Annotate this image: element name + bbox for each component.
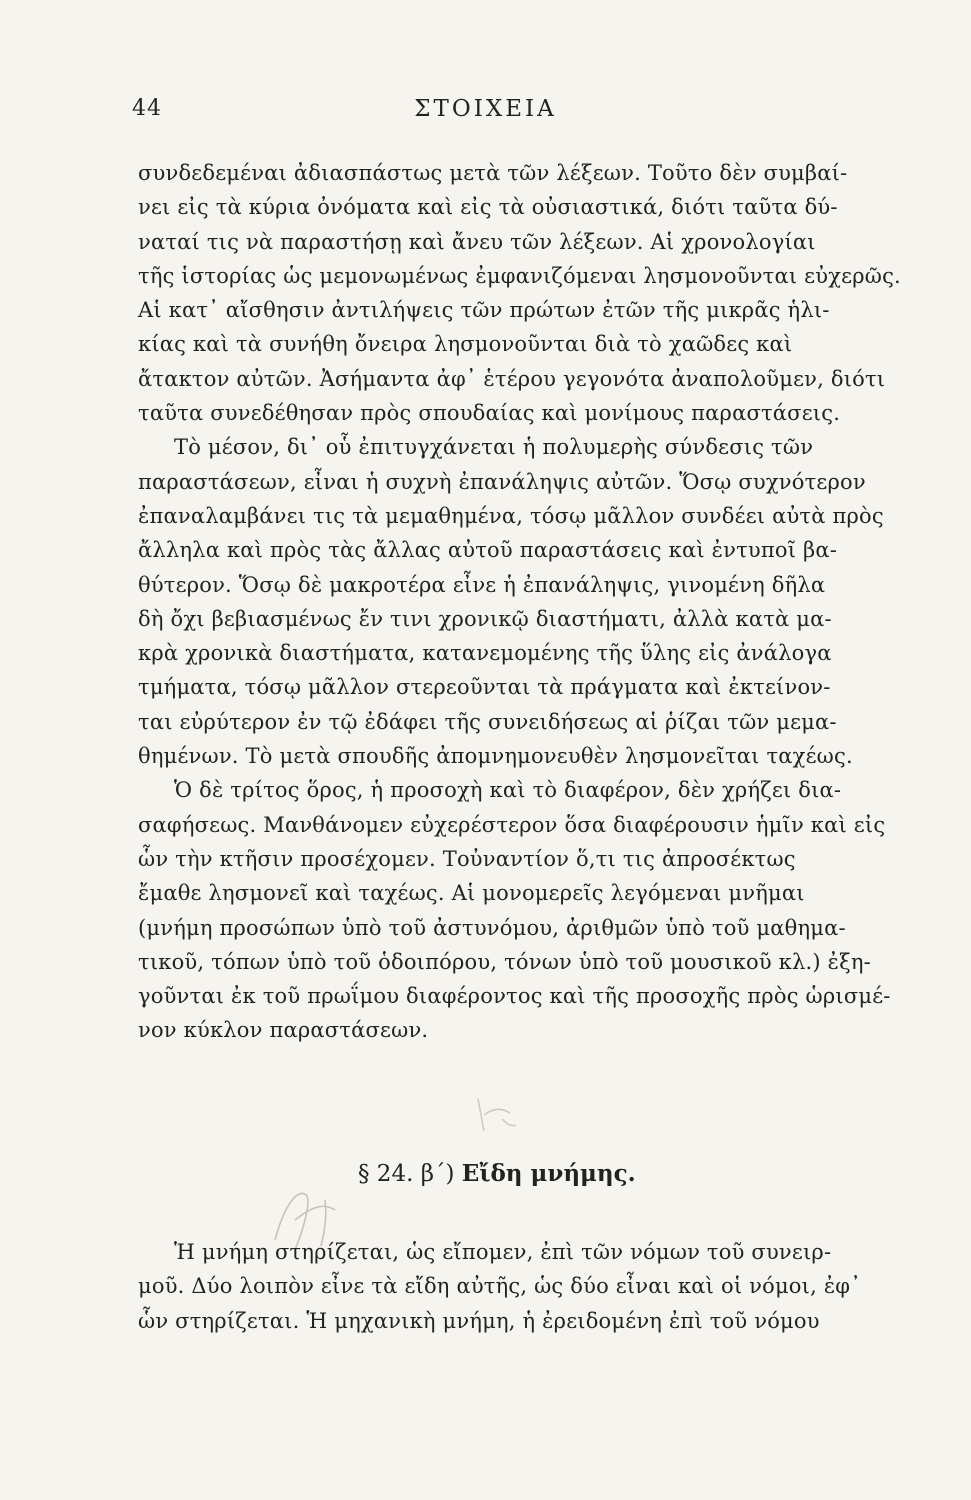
text-line: (μνήμη προσώπων ὑπὸ τοῦ ἀστυνόμου, ἀριθμῶν ὑπὸ τοῦ μαθημα- <box>138 915 846 940</box>
text-line: τμήματα, τόσῳ μᾶλλον στερεοῦνται τὰ πράγματα καὶ ἐκτείνον- <box>138 675 831 700</box>
text-line: ἔμαθε λησμονεῖ καὶ ταχέως. Αἱ μονομερεῖς λεγόμεναι μνῆμαι <box>138 881 805 906</box>
paragraph-block <box>138 156 913 1048</box>
text-line: θημένων. Τὸ μετὰ σπουδῆς ἀπομνημονευθὲν λησμονεῖται ταχέως. <box>138 744 853 769</box>
text-line: ἄτακτον αὐτῶν. Ἀσήμαντα ἀφ᾽ ἑτέρου γεγονότα ἀναπολοῦμεν, διότι <box>138 366 886 391</box>
text-line: θύτερον. Ὅσῳ δὲ μακροτέρα εἶνε ἡ ἐπανάληψις, γινομένη δῆλα <box>138 572 826 597</box>
text-line: δὴ ὄχι βεβιασμένως ἔν τινι χρονικῷ διαστήματι, ἀλλὰ κατὰ μα- <box>138 606 832 631</box>
text-line: Τὸ μέσον, δι᾽ οὗ ἐπιτυγχάνεται ἡ πολυμερὴς σύνδεσις τῶν <box>174 435 814 460</box>
text-line: κίας καὶ τὰ συνήθη ὄνειρα λησμονοῦνται διὰ τὸ χαῶδες καὶ <box>138 332 793 357</box>
running-title: ΣΤΟΙΧΕΙΑ <box>414 96 557 122</box>
text-line: ἐπαναλαμβάνει τις τὰ μεμαθημένα, τόσῳ μᾶλλον συνδέει αὐτὰ πρὸς <box>138 503 884 528</box>
text-line: ται εὐρύτερον ἐν τῷ ἐδάφει τῆς συνειδήσεως αἱ ῥίζαι τῶν μεμα- <box>138 709 837 734</box>
text-line: μοῦ. Δύο λοιπὸν εἶνε τὰ εἴδη αὐτῆς, ὡς δύο εἶναι καὶ οἱ νόμοι, ἐφ᾽ <box>138 1274 861 1299</box>
section-heading <box>358 1160 636 1187</box>
text-line: νον κύκλον παραστάσεων. <box>138 1018 429 1043</box>
text-line: τικοῦ, τόπων ὑπὸ τοῦ ὁδοιπόρου, τόνων ὑπὸ τοῦ μουσικοῦ κλ.) ἐξη- <box>138 949 871 974</box>
text-line: Ἡ μνήμη στηρίζεται, ὡς εἴπομεν, ἐπὶ τῶν νόμων τοῦ συνειρ- <box>174 1240 832 1264</box>
page-number: 44 <box>132 96 162 121</box>
text-line: ὧν τὴν κτῆσιν προσέχομεν. Τοὐναντίον ὅ,τι τις ἀπροσέκτως <box>138 846 796 871</box>
text-line: γοῦνται ἐκ τοῦ πρωΐμου διαφέροντος καὶ τῆς προσοχῆς πρὸς ὡρισμέ- <box>138 984 891 1009</box>
text-line: Ὁ δὲ τρίτος ὅρος, ἡ προσοχὴ καὶ τὸ διαφέρον, δὲν χρήζει δια- <box>174 778 842 803</box>
text-line: Αἱ κατ᾽ αἴσθησιν ἀντιλήψεις τῶν πρώτων ἐτῶν τῆς μικρᾶς ἡλι- <box>138 298 830 323</box>
pencil-annotation-icon <box>470 1095 520 1135</box>
text-line: τῆς ἱστορίας ὡς μεμονωμένως ἐμφανιζόμεναι λησμονοῦνται εὐχερῶς. <box>138 263 901 288</box>
text-line: κρὰ χρονικὰ διαστήματα, κατανεμομένης τῆς ὕλης εἰς ἀνάλογα <box>138 641 832 666</box>
text-line: ναταί τις νὰ παραστήσῃ καὶ ἄνευ τῶν λέξεων. Αἱ χρονολογίαι <box>138 229 816 254</box>
text-line: σαφήσεως. Μανθάνομεν εὐχερέστερον ὅσα διαφέρουσιν ἡμῖν καὶ εἰς <box>138 812 886 837</box>
text-line: νει εἰς τὰ κύρια ὀνόματα καὶ εἰς τὰ οὐσιαστικά, διότι ταῦτα δύ- <box>138 195 838 220</box>
text-line: ταῦτα συνεδέθησαν πρὸς σπουδαίας καὶ μονίμους παραστάσεις. <box>138 401 841 426</box>
section-number: § 24. β΄) <box>358 1161 455 1187</box>
section-title: Εἴδη μνήμης. <box>461 1160 636 1187</box>
text-line: ὧν στηρίζεται. Ἡ μηχανικὴ μνήμη, ἡ ἐρειδομένη ἐπὶ τοῦ νόμου <box>138 1308 820 1333</box>
text-line: ἄλληλα καὶ πρὸς τὰς ἄλλας αὐτοῦ παραστάσεις καὶ ἐντυποῖ βα- <box>138 538 838 563</box>
text-line: συνδεδεμέναι ἀδιασπάστως μετὰ τῶν λέξεων. Τοῦτο δὲν συμβαί- <box>138 161 848 185</box>
text-line: παραστάσεων, εἶναι ἡ συχνὴ ἐπανάληψις αὐτῶν. Ὅσῳ συχνότερον <box>138 469 866 494</box>
section-paragraph <box>138 1235 913 1338</box>
